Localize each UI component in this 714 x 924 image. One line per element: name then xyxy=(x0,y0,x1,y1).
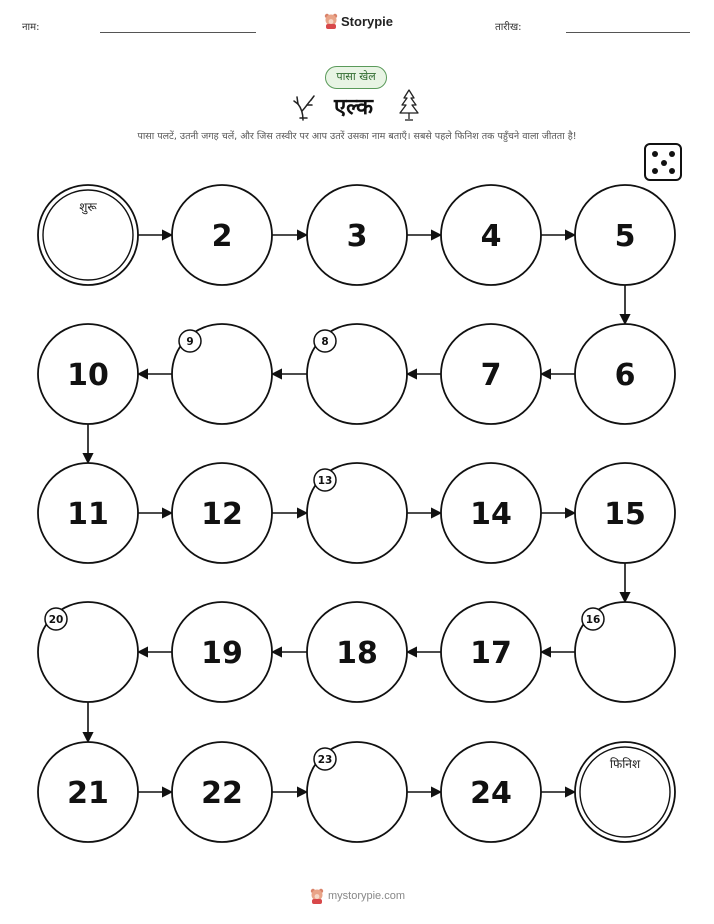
board-space-7 xyxy=(441,324,541,424)
space-number: 8 xyxy=(321,336,329,348)
board-space-14 xyxy=(441,463,541,563)
board-space-8 xyxy=(307,324,407,424)
page-title: एल्क xyxy=(334,95,373,120)
space-number: 9 xyxy=(186,336,194,348)
footer-url: mystorypie.com xyxy=(328,890,406,902)
start-label: शुरू xyxy=(79,200,97,214)
space-number: 24 xyxy=(470,776,512,811)
name-label: नाम: xyxy=(22,22,40,33)
board-space-3 xyxy=(307,185,407,285)
board-space-11 xyxy=(38,463,138,563)
space-number: 2 xyxy=(211,219,233,254)
board-space-21 xyxy=(38,742,138,842)
space-number: 6 xyxy=(614,358,636,393)
board-space-19 xyxy=(172,602,272,702)
space-number: 4 xyxy=(480,219,502,254)
space-number: 5 xyxy=(614,219,636,254)
space-number: 22 xyxy=(201,776,243,811)
space-number: 17 xyxy=(470,636,512,671)
board-space-15 xyxy=(575,463,675,563)
footer xyxy=(310,888,405,904)
board-space-5 xyxy=(575,185,675,285)
board-space-12 xyxy=(172,463,272,563)
game-type-badge: पासा खेल xyxy=(325,66,387,89)
space-number: 18 xyxy=(336,636,378,671)
board-space-2 xyxy=(172,185,272,285)
board-space-25 xyxy=(575,742,675,842)
board-space-18 xyxy=(307,602,407,702)
bear-icon xyxy=(310,888,324,904)
space-number: 14 xyxy=(470,497,512,532)
board-space-24 xyxy=(441,742,541,842)
space-number: 21 xyxy=(67,776,109,811)
board-space-10 xyxy=(38,324,138,424)
space-number: 11 xyxy=(67,497,109,532)
board-space-4 xyxy=(441,185,541,285)
space-number: 16 xyxy=(585,614,601,626)
brand-name: Storypie xyxy=(341,13,394,29)
space-number: 19 xyxy=(201,636,243,671)
board-space-22 xyxy=(172,742,272,842)
space-number: 13 xyxy=(317,475,333,487)
board-space-17 xyxy=(441,602,541,702)
space-number: 10 xyxy=(67,358,109,393)
board-space-20 xyxy=(38,602,138,702)
space-number: 7 xyxy=(480,358,502,393)
board-space-23 xyxy=(307,742,407,842)
finish-label: फिनिश xyxy=(609,757,641,771)
space-number: 3 xyxy=(346,219,368,254)
board-space-6 xyxy=(575,324,675,424)
space-number: 12 xyxy=(201,497,243,532)
board-space-16 xyxy=(575,602,675,702)
board-space-13 xyxy=(307,463,407,563)
space-number: 23 xyxy=(317,754,333,766)
instructions-text: पासा पलटें, उतनी जगह चलें, और जिस तस्वीर पर आप उतरें उसका नाम बताएँ। सबसे पहले फिनिश तक पहुँचने वाला जीतता है! xyxy=(137,131,577,142)
space-number: 15 xyxy=(604,497,646,532)
space-number: 20 xyxy=(48,614,64,626)
board-space-9 xyxy=(172,324,272,424)
date-label: तारीख: xyxy=(495,22,522,33)
board-space-1 xyxy=(38,185,138,285)
